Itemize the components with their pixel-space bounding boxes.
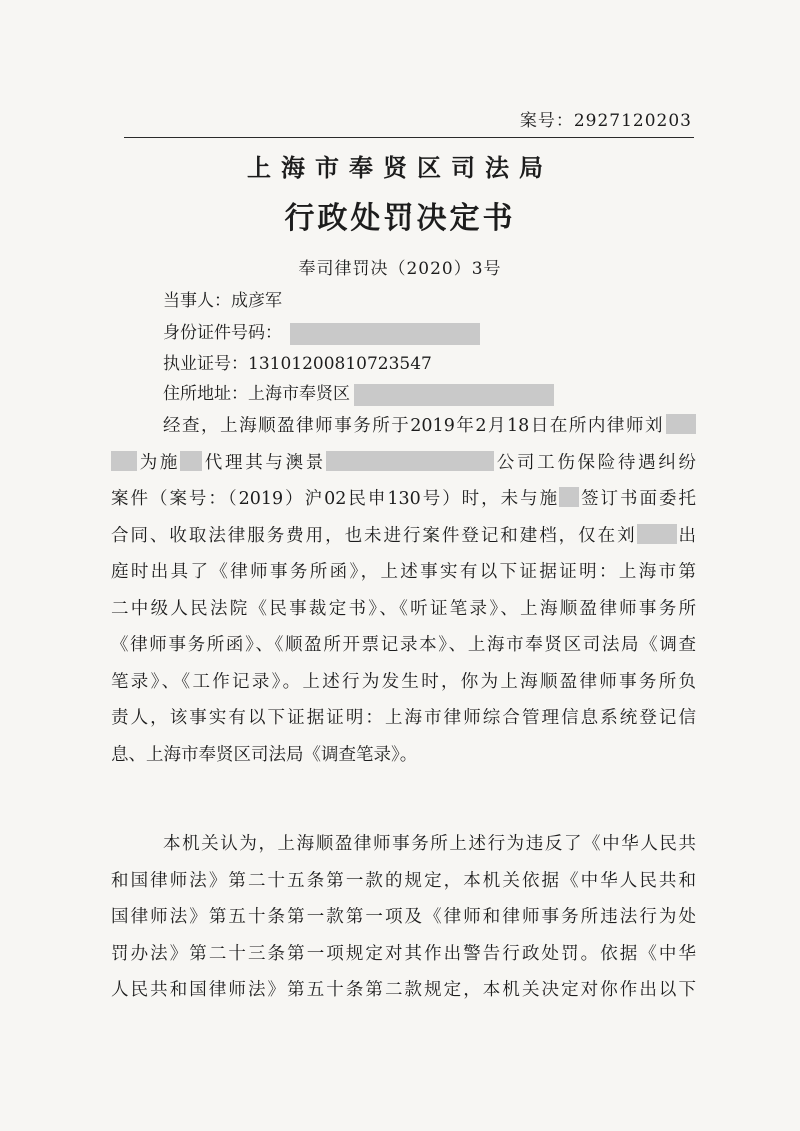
text-line: 合同、收取法律服务费用，也未进行案件登记和建档，仅在刘 出	[111, 525, 696, 546]
text-line: 罚办法》第二十三条第一项规定对其作出警告行政处罚。依据《中华	[111, 943, 696, 964]
text-line: 人民共和国律师法》第五十条第二款规定，本机关决定对你作出以下	[111, 980, 696, 1000]
text-line: 《律师事务所函》、《顺盈所开票记录本》、上海市奉贤区司法局《调查	[111, 635, 696, 655]
address-value: 上海市奉贤区	[248, 384, 350, 404]
redaction	[180, 451, 202, 471]
case-number: 案号：2927120203	[519, 111, 692, 131]
text-line: 为施 代理其与澳景 公司工伤保险待遇纠纷	[111, 445, 696, 482]
text-line: 责人，该事实有以下证据证明：上海市律师综合管理信息系统登记信	[111, 708, 696, 728]
text-line: 案件（案号：（2019）沪02民申130号）时，未与施 签订书面委托	[111, 489, 696, 509]
text-line: 和国律师法》第二十五条第一款的规定，本机关依据《中华人民共和	[111, 870, 696, 891]
redaction	[326, 451, 494, 471]
redaction	[111, 451, 137, 471]
party-label: 当事人：	[163, 291, 231, 311]
redaction	[559, 487, 579, 507]
license-label: 执业证号：	[163, 354, 248, 374]
paragraph-facts	[111, 408, 696, 773]
redaction	[637, 524, 677, 544]
address-redaction	[354, 384, 554, 406]
party-name: 成彦军	[231, 291, 282, 311]
organization-name: 上海市奉贤区司法局	[247, 153, 553, 182]
document-number: 奉司律罚决（2020）3号	[298, 259, 502, 279]
text-line: 国律师法》第五十条第一款第一项及《律师和律师事务所违法行为处	[111, 907, 696, 927]
id-redaction	[290, 323, 480, 345]
paragraph-decision	[111, 826, 696, 1009]
text-line: 经查，上海顺盈律师事务所于2019年2月18日在所内律师刘	[111, 408, 696, 445]
id-label: 身份证件号码：	[163, 323, 282, 343]
header-rule	[124, 137, 694, 138]
redaction	[666, 414, 696, 434]
id-field	[163, 321, 480, 345]
text-line: 庭时出具了《律师事务所函》，上述事实有以下证据证明：上海市第	[111, 562, 696, 582]
text-line: 息、上海市奉贤区司法局《调查笔录》。	[111, 744, 418, 765]
text-line: 笔录》、《工作记录》。上述行为发生时，你为上海顺盈律师事务所负	[111, 671, 696, 692]
license-value: 13101200810723547	[248, 354, 432, 374]
address-field	[163, 382, 554, 406]
text-line: 本机关认为，上海顺盈律师事务所上述行为违反了《中华人民共	[163, 834, 696, 854]
party-field	[163, 289, 282, 313]
text-line: 二中级人民法院《民事裁定书》、《听证笔录》、上海顺盈律师事务所	[111, 598, 696, 619]
license-field	[163, 352, 432, 376]
document-title: 行政处罚决定书	[284, 201, 516, 236]
address-label: 住所地址：	[163, 384, 248, 404]
